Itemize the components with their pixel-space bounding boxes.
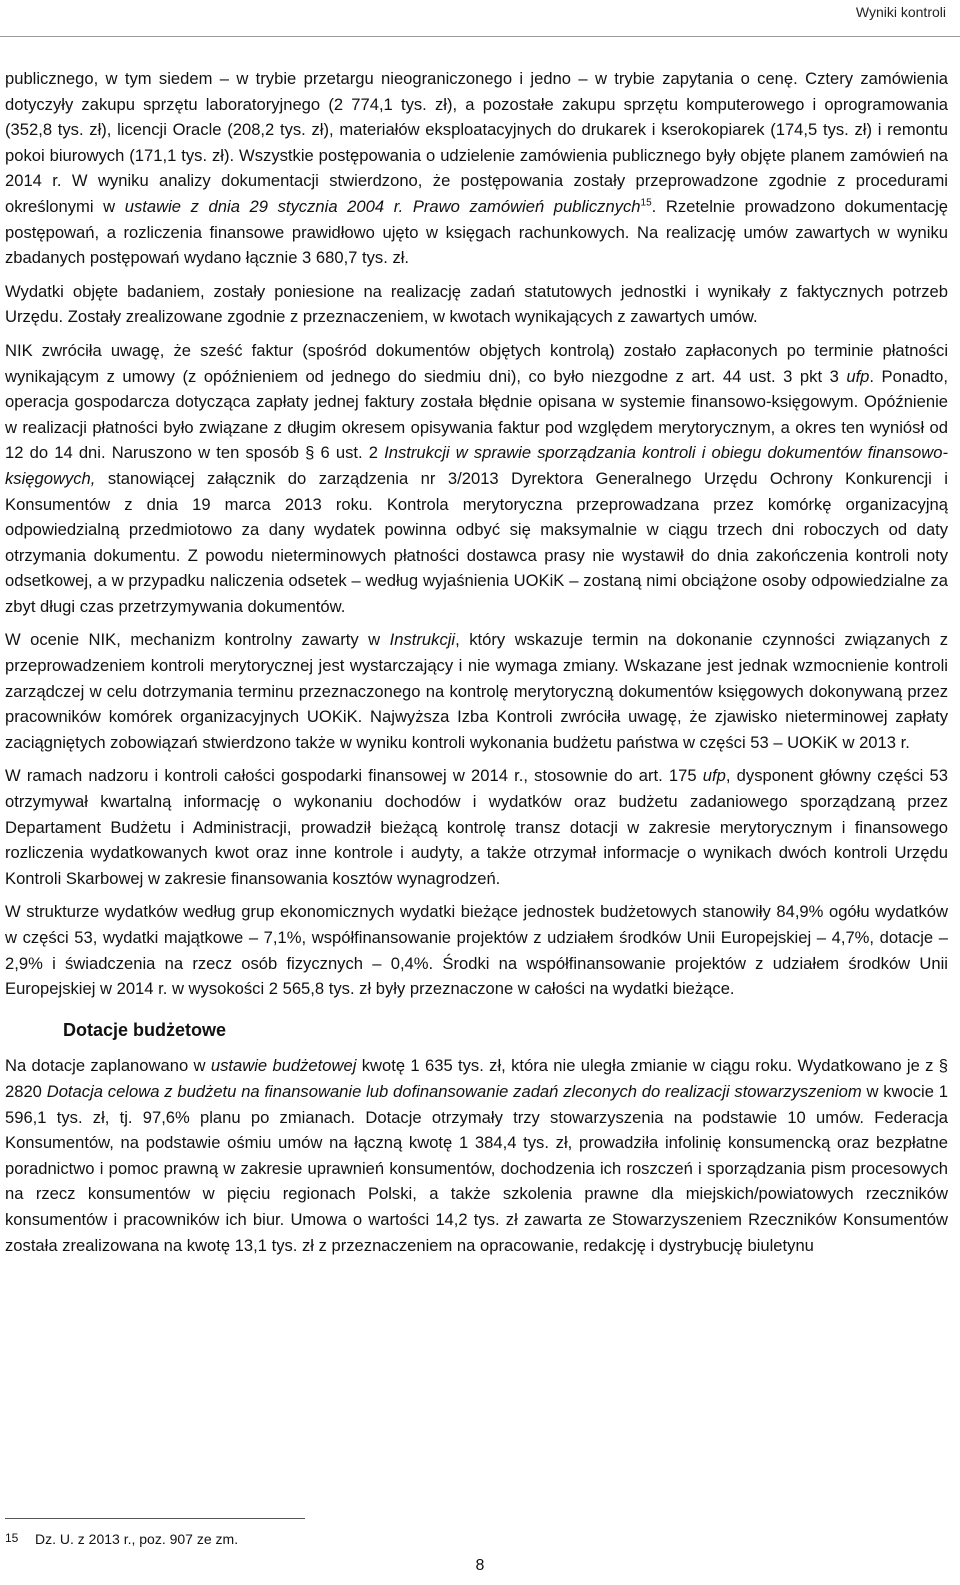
footnote-divider xyxy=(5,1518,305,1519)
header-title: Wyniki kontroli xyxy=(855,4,946,20)
italic-ufp: ufp xyxy=(846,366,870,386)
text-run: w kwocie 1 596,1 tys. zł, tj. 97,6% planu po zmianach. Dotacje otrzymały trzy stowarzyszenia na podstawie 10 umów. Federacja Konsumentów, na podstawie ośmiu umów na łączną kwotę 1 384,4 tys. zł, prowadziła infolinię konsumencką oraz bezpłatne poradnictwo i pomoc prawną w zakresie uprawnień konsumentów, dochodzenia ich roszczeń i sporządzania pism procesowych na rzecz konsumentów w pięciu regionach Polski, a także szkolenia prawne dla miejskich/powiatowych rzeczników konsumentów i pracowników ich biur. Umowa o wartości 14,2 tys. zł zawarta ze Stowarzyszeniem Rzeczników Konsumentów została zrealizowana na kwotę 13,1 tys. zł z przeznaczeniem na opracowanie, redakcję i dystrybucję biuletynu xyxy=(5,1081,948,1255)
italic-instruction: Instrukcji w sprawie sporządzania kontroli i obiegu dokumentów finansowo-księgowych, xyxy=(5,443,948,488)
paragraph-supervision xyxy=(5,763,948,891)
italic-act-title: ustawie z dnia 29 stycznia 2004 r. Prawo zamówień publicznych xyxy=(124,196,641,216)
page-header xyxy=(0,0,960,37)
footnote-number: 15 xyxy=(5,1531,19,1545)
footnote-text: Dz. U. z 2013 r., poz. 907 ze zm. xyxy=(35,1531,239,1547)
text-run: . Ponadto, operacja gospodarcza dotycząca zapłaty jednej faktury została błędnie opisana w systemie finansowo-księgowym. Opóźnienie w realizacji płatności było związane z długim okresem opisywania faktur pod względem merytorycznym, a okres ten wyniósł od 12 do 14 dni. Naruszono w ten sposób § 6 ust. 2 xyxy=(5,366,948,463)
page-number: 8 xyxy=(475,1557,485,1574)
italic-paragraph-title: Dotacja celowa z budżetu na finansowanie lub dofinansowanie zadań zleconych do realizacji stowarzyszeniom xyxy=(46,1081,862,1101)
text-run: publicznego, w tym siedem – w trybie przetargu nieograniczonego i jedno – w trybie zapytania o cenę. Cztery zamówienia dotyczyły zakupu sprzętu laboratoryjnego (2 774,1 tys. zł), a pozostałe zakupu sprzętu komputerowego i oprogramowania (352,8 tys. zł), licencji Oracle (208,2 tys. zł), materiałów eksploatacyjnych do drukarek i kserokopiarek (174,5 tys. zł) i remontu pokoi biurowych (171,1 tys. zł). Wszystkie postępowania o udzielenie zamówienia publicznego były objęte planem zamówień na 2014 r. W wyniku analizy dokumentacji stwierdzono, że postępowania zostały przeprowadzone zgodnie z procedurami określonymi w xyxy=(5,69,948,216)
italic-instruction: Instrukcji xyxy=(389,630,456,650)
italic-ufp: ufp xyxy=(702,766,726,786)
paragraph-nik-assessment xyxy=(5,627,948,755)
italic-budget-act: ustawie budżetowej xyxy=(210,1056,357,1076)
text-run: , który wskazuje termin na dokonanie czynności związanych z przeprowadzeniem kontroli merytorycznej jest wystarczający i nie wymaga zmiany. Wskazane jest jednak wzmocnienie kontroli zarządczej w celu dotrzymania terminu przeznaczonego na kontrolę merytoryczną dokumentów księgowych dokonywaną przez pracowników komórek organizacyjnych UOKiK. Najwyższa Izba Kontroli zwróciła uwagę, że zjawisko nieterminowej zapłaty zaciągniętych zobowiązań stwierdzono także w wyniku kontroli wykonania budżetu państwa w części 53 – UOKiK w 2013 r. xyxy=(5,630,948,752)
text-run: NIK zwróciła uwagę, że sześć faktur (spośród dokumentów objętych kontrolą) zostało zapłaconych po terminie płatności wynikającym z umowy (z opóźnieniem od jednego do siedmiu dni), co było niezgodne z art. 44 ust. 3 pkt 3 xyxy=(5,340,948,386)
section-heading: Dotacje budżetowe xyxy=(63,1019,227,1040)
paragraph-procurement xyxy=(5,66,948,271)
text-run: kwotę 1 635 tys. zł, która nie uległa zmianie w ciągu roku. Wydatkowano je z § 2820 xyxy=(5,1056,948,1101)
paragraph-structure: W strukturze wydatków według grup ekonomicznych wydatki bieżące jednostek budżetowych stanowiły 84,9% ogółu wydatków w części 53, wydatki majątkowe – 7,1%, współfinansowanie projektów z udziałem środków Unii Europejskiej – 4,7%, dotacje – 2,9% i świadczenia na rzecz osób fizycznych – 0,4%. Środki na współfinansowanie projektów z udziałem środków Unii Europejskiej w 2014 r. w wysokości 2 565,8 tys. zł były przeznaczone w całości na wydatki bieżące. xyxy=(5,902,948,999)
footnote-ref: 15 xyxy=(640,197,652,209)
footnote xyxy=(5,1531,238,1547)
text-run: . Rzetelnie prowadzono dokumentację postępowań, a rozliczenia finansowe prawidłowo ujęto w księgach rachunkowych. Na realizację umów zawartych w wyniku zbadanych postępowań wydano łącznie 3 680,7 tys. zł. xyxy=(5,196,949,268)
document-body xyxy=(5,66,948,1266)
paragraph-invoices xyxy=(5,338,948,620)
paragraph-expenses: Wydatki objęte badaniem, zostały poniesione na realizację zadań statutowych jednostki i wynikały z faktycznych potrzeb Urzędu. Zostały zrealizowane zgodnie z przeznaczeniem, w kwotach wynikających z zawartych umów. xyxy=(5,281,948,327)
text-run: W ramach nadzoru i kontroli całości gospodarki finansowej w 2014 r., stosownie do art. 175 xyxy=(5,766,703,786)
text-run: Na dotacje zaplanowano w xyxy=(5,1056,211,1076)
text-run: , dysponent główny części 53 otrzymywał kwartalną informację o wykonaniu dochodów i wydatków oraz budżetu zadaniowego sporządzaną przez Departament Budżetu i Administracji, prowadził bieżącą kontrolę transz dotacji w zakresie merytorycznym i finansowego rozliczenia wydatkowanych kwot oraz inne kontrole i audyty, a także otrzymał informacje o wynikach dwóch kontroli Urzędu Kontroli Skarbowej w zakresie finansowania kosztów wynagrodzeń. xyxy=(5,766,948,888)
text-run: stanowiącej załącznik do zarządzenia nr 3/2013 Dyrektora Generalnego Urzędu Ochrony Konkurencji i Konsumentów z dnia 19 marca 2013 roku. Kontrola merytoryczna przeprowadzana przez komórkę organizacyjną odpowiedzialną przedmiotowo za dany wydatek powinna odbyć się maksymalnie w ciągu trzech dni roboczych od daty otrzymania dokumentu. Z powodu nieterminowych płatności dostawca prasy nie wystawił do dnia zakończenia kontroli noty odsetkowej, a w przypadku naliczenia odsetek – według wyjaśnienia UOKiK – zostaną nimi obciążone osoby odpowiedzialne za zbyt długi czas przetrzymywania dokumentów. xyxy=(5,468,948,616)
paragraph-subsidies xyxy=(5,1053,948,1258)
text-run: W ocenie NIK, mechanizm kontrolny zawarty w xyxy=(5,630,390,650)
